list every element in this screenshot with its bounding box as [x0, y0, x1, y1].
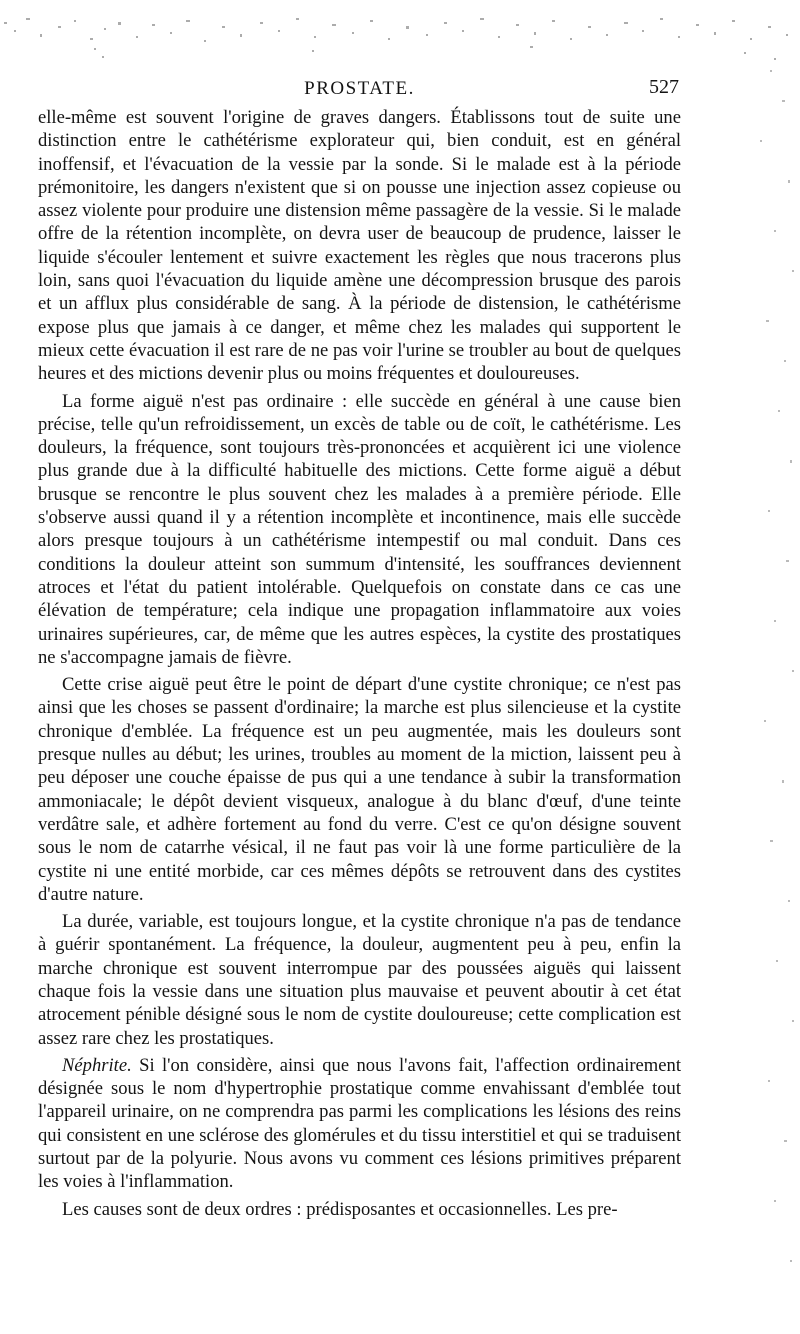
body-text [38, 106, 681, 1221]
paragraph: Les causes sont de deux ordres : prédisposantes et occasionnelles. Les pre- [62, 1198, 618, 1220]
section-lead-term: Néphrite. [62, 1054, 132, 1076]
paragraph: La durée, variable, est toujours longue, et la cystite chronique n'a pas de tendance à guérir spontanément. La fréquence, la douleur, augmentent peu à peu, enfin la marche chronique est souvent interrompue par des poussées aiguës qui laissent chaque fois la vessie dans une situation plus mauvaise et peuvent aboutir à cet état atrocement pénible désigné sous le nom de cystite douloureuse; cette complication est assez rare chez les prostatiques. [38, 911, 681, 1049]
running-title: PROSTATE. [304, 78, 415, 99]
running-header [38, 76, 681, 106]
paragraph [38, 1054, 681, 1194]
paragraph: Cette crise aiguë peut être le point de départ d'une cystite chronique; ce n'est pas ainsi que les choses se passent d'ordinaire; la marche est plus silencieuse et la cystite chronique d'emblée. La fréquence est un peu augmentée, mais les douleurs sont presque nulles au début; les urines, troubles au moment de la miction, laissent peu à peu déposer une couche épaisse de pus qui a une tendance à subir la transformation ammoniacale; le dépôt devient visqueux, analogue à du blanc d'œuf, d'une teinte verdâtre sale, et adhère fortement au fond du verre. C'est ce qu'on désigne souvent sous le nom de catarrhe vésical, il ne faut pas voir là une forme particulière de la cystite ni une entité morbide, car ces mêmes dépôts se retrouvent dans des cystites d'autre nature. [38, 674, 681, 905]
scan-noise-top [0, 0, 800, 70]
paragraph: elle-même est souvent l'origine de graves dangers. Établissons tout de suite une distinction entre le cathétérisme explorateur qui, bien conduit, est en général inoffensif, et l'évacuation de la vessie par la sonde. Si le malade est à la période prémonitoire, les dangers n'existent que si on pousse une injection assez copieuse ou assez violente pour produire une distension même passagère de la vessie. Si le malade offre de la rétention incomplète, on devra user de beaucoup de prudence, laisser le liquide s'écouler lentement et suivre exactement les règles que nous tracerons plus loin, sans quoi l'évacuation du liquide amène une décompression brusque des parois et un afflux plus considérable de sang. À la période de distension, le cathétérisme expose plus que jamais à ce danger, et même chez les malades qui supportent le mieux cette évacuation il est rare de ne pas voir l'urine se troubler au bout de quelques heures et des mictions devenir plus ou moins fréquentes et douloureuses. [38, 107, 681, 385]
page-number: 527 [649, 76, 679, 98]
paragraph: La forme aiguë n'est pas ordinaire : elle succède en général à une cause bien précise, telle qu'un refroidissement, un excès de table ou de coït, le cathétérisme. Les douleurs, la fréquence, sont toujours très-prononcées et acquièrent ici une violence plus grande due à la difficulté habituelle des mictions. Cette forme aiguë a début brusque se rencontre le plus souvent chez les malades à a première période. Elle s'observe aussi quand il y a rétention incomplète et incontinence, mais elle succède alors presque toujours à un cathétérisme intempestif ou mal conduit. Dans ces conditions la douleur atteint son summum d'intensité, les souffrances deviennent atroces et l'état du patient intolérable. Quelquefois on constate dans ce cas une élévation de température; cela indique une propagation inflammatoire aux voies urinaires supérieures, car, de même que les autres espèces, la cystite des prostatiques ne s'accompagne jamais de fièvre. [38, 390, 681, 668]
paragraph-text: Si l'on considère, ainsi que nous l'avons fait, l'affection ordinairement désignée sous le nom d'hypertrophie prostatique comme envahissant d'emblée tout l'appareil urinaire, on ne comprendra pas parmi les complications les lésions des reins qui consistent en une sclérose des glomérules et du tissu interstitiel et qui se traduisent surtout par de la polyurie. Nous avons vu comment ces lésions primitives préparent les voies à l'inflammation. [38, 1054, 681, 1193]
scan-noise-right-margin [730, 60, 800, 1334]
book-page [38, 76, 681, 1221]
